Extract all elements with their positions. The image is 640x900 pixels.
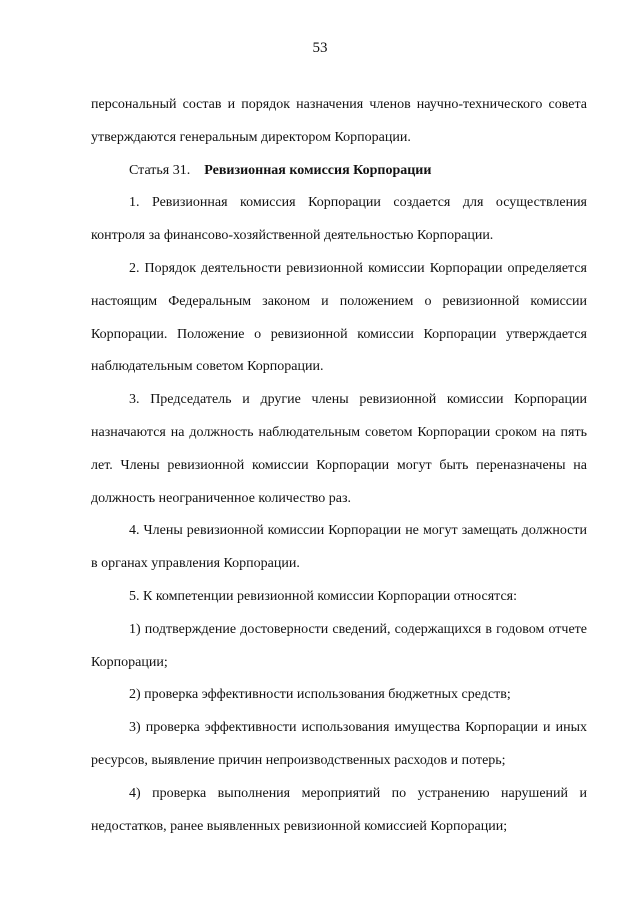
clause-5: 5. К компетенции ревизионной комиссии Корпорации относятся: xyxy=(129,588,518,604)
article-heading xyxy=(91,155,587,188)
subclause-1: 1) подтверждение достоверности сведений, содержащихся в годовом отчете Корпорации; xyxy=(91,621,587,670)
article-number: Статья 31. xyxy=(129,162,191,178)
continuation-paragraph: персональный состав и порядок назначения членов научно-технического совета утверждаются генеральным директором Корпорации. xyxy=(91,97,587,145)
clause-1: 1. Ревизионная комиссия Корпорации создается для осуществления контроля за финансово-хозяйственной деятельностью Корпорации. xyxy=(91,195,587,244)
clause-4: 4. Члены ревизионной комиссии Корпорации не могут замещать должности в органах управления Корпорации. xyxy=(91,523,587,572)
clause-2: 2. Порядок деятельности ревизионной комиссии Корпорации определяется настоящим Федеральным законом и положением о ревизионной комиссии Корпорации. Положение о ревизионной комиссии Корпорации утверждается наблюдательным советом Корпорации. xyxy=(91,260,587,375)
page-number: 53 xyxy=(312,40,328,56)
subclause-3: 3) проверка эффективности использования имущества Корпорации и иных ресурсов, выявление причин непроизводственных расходов и потерь; xyxy=(91,720,587,768)
clause-3: 3. Председатель и другие члены ревизионной комиссии Корпорации назначаются на должность наблюдательным советом Корпорации сроком на пять лет. Члены ревизионной комиссии Корпорации могут быть переназначены на должность неограниченное количество раз. xyxy=(91,392,587,506)
document-body xyxy=(91,89,587,843)
subclause-2: 2) проверка эффективности использования бюджетных средств; xyxy=(129,687,511,703)
article-title: Ревизионная комиссия Корпорации xyxy=(204,162,432,178)
subclause-4: 4) проверка выполнения мероприятий по устранению нарушений и недостатков, ранее выявленных ревизионной комиссией Корпорации; xyxy=(91,785,587,834)
